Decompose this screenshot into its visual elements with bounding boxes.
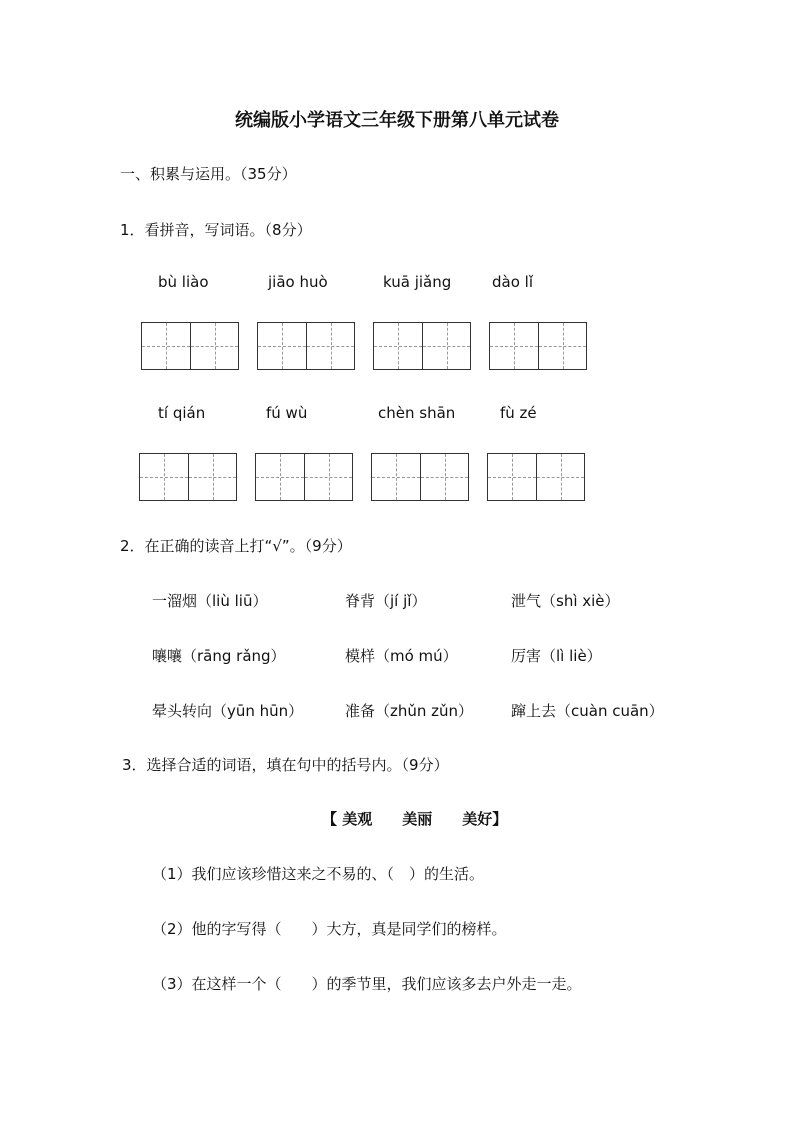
writing-grid[interactable]	[139, 453, 237, 501]
writing-grid[interactable]	[489, 322, 587, 370]
reading-choice[interactable]: 嚷嚷（rāng rǎng）	[152, 647, 286, 665]
writing-grid[interactable]	[373, 322, 471, 370]
reading-choice[interactable]: 一溜烟（liù liū）	[152, 592, 268, 610]
pinyin-1: bù liào	[158, 273, 209, 291]
pinyin-6: fú wù	[266, 404, 308, 422]
question-1-heading: 1．看拼音，写词语。（8分）	[120, 221, 312, 239]
writing-grid[interactable]	[255, 453, 353, 501]
writing-grid[interactable]	[141, 322, 239, 370]
fill-sentence-2[interactable]: （2）他的字写得（ ）大方，真是同学们的榜样。	[152, 920, 507, 938]
reading-choice[interactable]: 晕头转向（yūn hūn）	[152, 702, 304, 720]
question-2-heading: 2．在正确的读音上打“√”。（9分）	[120, 537, 352, 555]
writing-grid[interactable]	[257, 322, 355, 370]
pinyin-7: chèn shān	[378, 404, 456, 422]
reading-choice[interactable]: 准备（zhǔn zǔn）	[345, 702, 474, 720]
reading-choice[interactable]: 蹿上去（cuàn cuān）	[511, 702, 664, 720]
pinyin-2: jiāo huò	[268, 273, 328, 291]
question-3-heading: 3．选择合适的词语，填在句中的括号内。（9分）	[122, 756, 449, 774]
reading-choice[interactable]: 模样（mó mú）	[345, 647, 458, 665]
reading-choice[interactable]: 脊背（jí jǐ）	[345, 592, 427, 610]
reading-choice[interactable]: 泄气（shì xiè）	[511, 592, 620, 610]
pinyin-4: dào lǐ	[492, 273, 533, 291]
pinyin-5: tí qián	[158, 404, 206, 422]
section-heading: 一、积累与运用。（35分）	[120, 165, 297, 183]
writing-grid[interactable]	[371, 453, 469, 501]
writing-grid[interactable]	[487, 453, 585, 501]
reading-choice[interactable]: 厉害（lì liè）	[511, 647, 602, 665]
page-title: 统编版小学语文三年级下册第八单元试卷	[235, 110, 559, 131]
pinyin-3: kuā jiǎng	[383, 273, 452, 291]
fill-sentence-3[interactable]: （3）在这样一个（ ）的季节里，我们应该多去户外走一走。	[152, 975, 582, 993]
pinyin-8: fù zé	[500, 404, 537, 422]
word-bank: 【 美观 美丽 美好】	[322, 810, 508, 828]
fill-sentence-1[interactable]: （1）我们应该珍惜这来之不易的、（ ）的生活。	[152, 865, 485, 883]
